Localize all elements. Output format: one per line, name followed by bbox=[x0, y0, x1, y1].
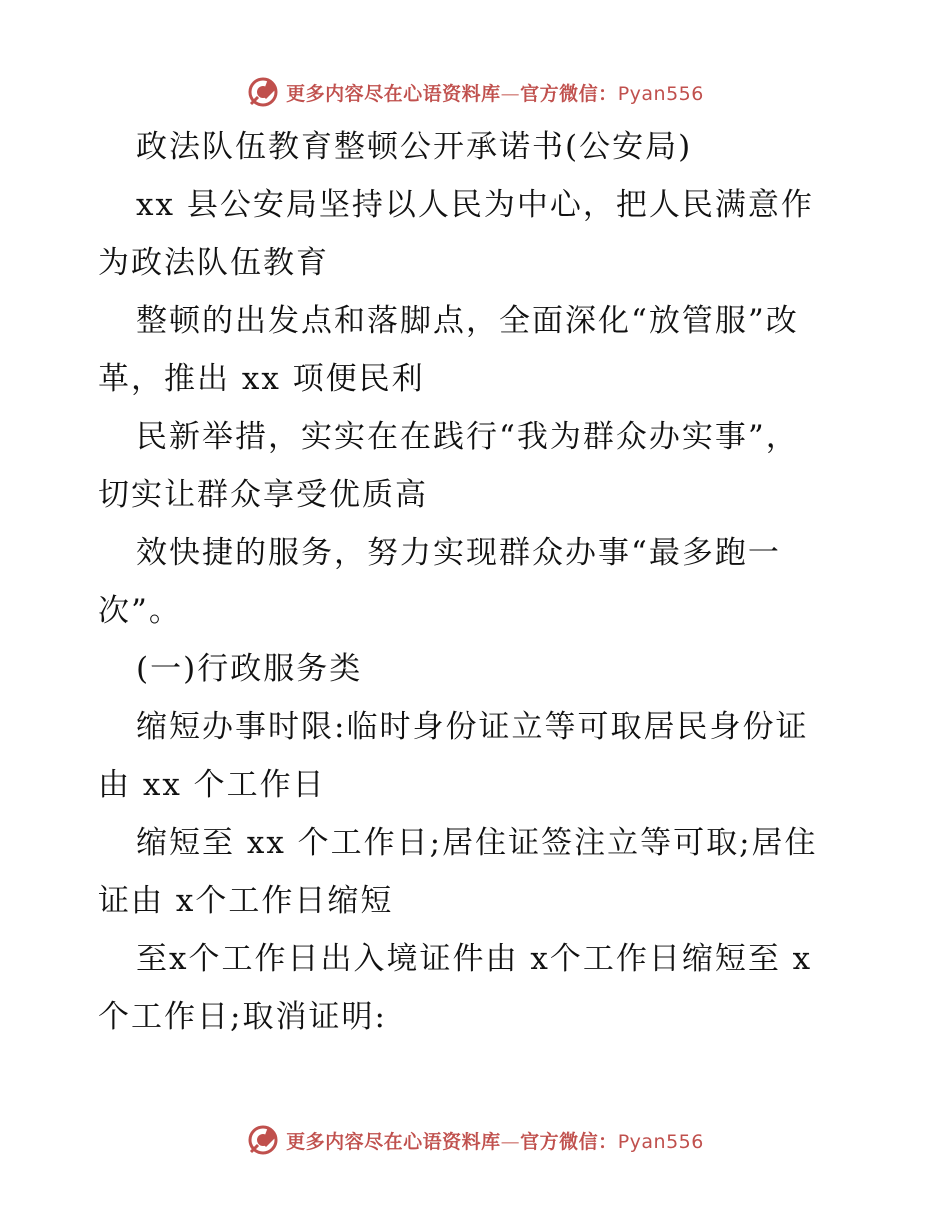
paragraph-line: 缩短至 xx 个工作日;居住证签注立等可取;居住 bbox=[136, 825, 818, 861]
paragraph-line: 证由 x个工作日缩短 bbox=[98, 883, 394, 919]
document-body bbox=[98, 118, 868, 1046]
watermark-header bbox=[0, 72, 950, 112]
paragraph-line: 效快捷的服务，努力实现群众办事“最多跑一 bbox=[136, 535, 781, 571]
paragraph-line: xx 县公安局坚持以人民为中心，把人民满意作 bbox=[136, 187, 814, 223]
paragraph-line: 至x个工作日出入境证件由 x个工作日缩短至 x bbox=[136, 941, 813, 977]
paragraph-line: 由 xx 个工作日 bbox=[98, 767, 326, 803]
paragraph-line: 整顿的出发点和落脚点，全面深化“放管服”改 bbox=[136, 303, 799, 339]
watermark-tail: 官方微信： bbox=[520, 1130, 618, 1153]
paragraph-line: 次”。 bbox=[98, 593, 182, 629]
watermark-separator: — bbox=[500, 1130, 521, 1153]
watermark-wechat-id: Pyan556 bbox=[617, 1130, 704, 1153]
paragraph-line: 民新举措，实实在在践行“我为群众办实事”， bbox=[136, 419, 799, 455]
document-title: 政法队伍教育整顿公开承诺书(公安局) bbox=[136, 129, 693, 165]
paragraph-line: 革，推出 xx 项便民利 bbox=[98, 361, 425, 397]
logo-icon bbox=[246, 75, 280, 109]
watermark-footer bbox=[0, 1120, 950, 1160]
watermark-main: 更多内容尽在心语资料库 bbox=[286, 1130, 501, 1153]
logo-icon bbox=[246, 1123, 280, 1157]
paragraph-line: 缩短办事时限:临时身份证立等可取居民身份证 bbox=[136, 709, 809, 745]
paragraph-line: 切实让群众享受优质高 bbox=[98, 477, 428, 513]
watermark-wechat-id: Pyan556 bbox=[617, 82, 704, 105]
watermark-tail: 官方微信： bbox=[520, 82, 618, 105]
watermark-text bbox=[286, 79, 704, 106]
watermark-text bbox=[286, 1127, 704, 1154]
paragraph-line: 为政法队伍教育 bbox=[98, 245, 329, 281]
watermark-main: 更多内容尽在心语资料库 bbox=[286, 82, 501, 105]
section-heading: (一)行政服务类 bbox=[136, 651, 363, 687]
paragraph-line: 个工作日;取消证明: bbox=[98, 999, 387, 1035]
watermark-separator: — bbox=[500, 82, 521, 105]
